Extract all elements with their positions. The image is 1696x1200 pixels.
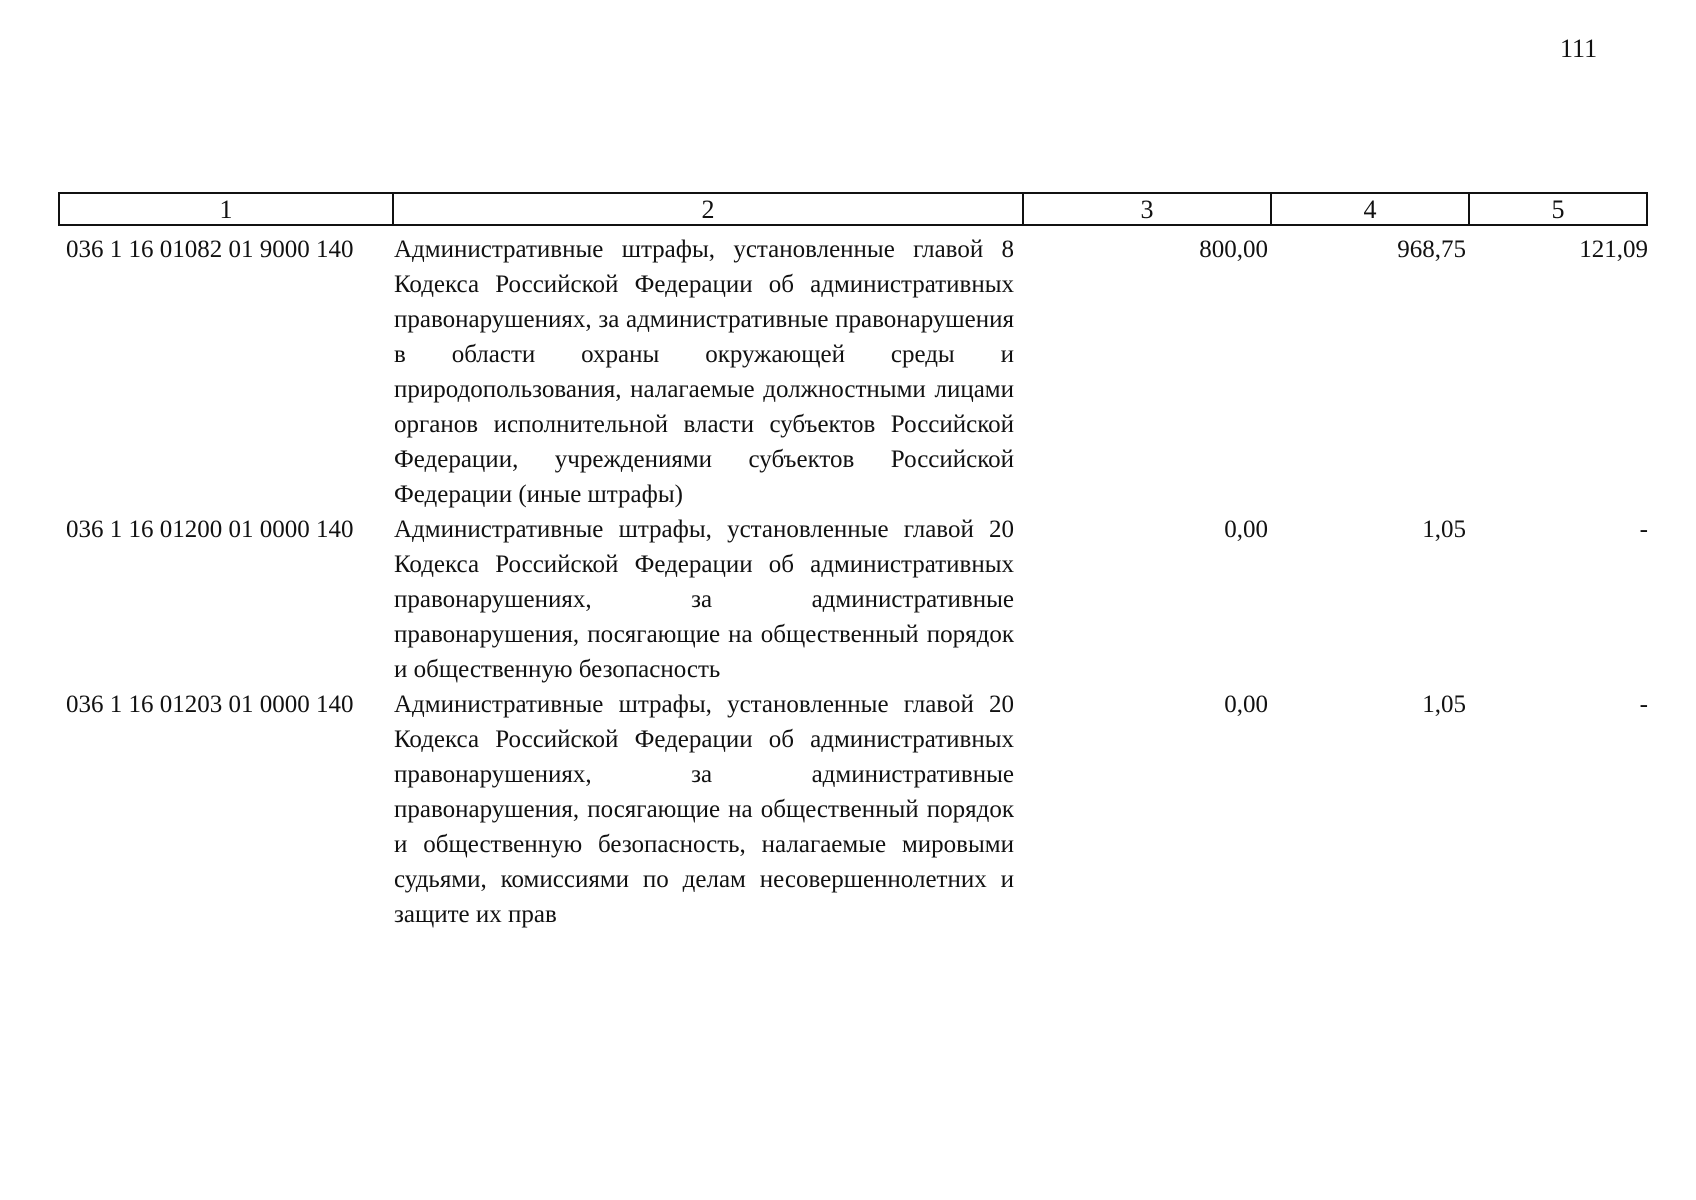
value-col-5: - — [1639, 516, 1648, 543]
value-col-4: 1,05 — [1422, 691, 1466, 718]
table-row — [58, 512, 1652, 687]
header-col-3: 3 — [1022, 192, 1272, 226]
revenue-description: Административные штрафы, установленные главой 8 Кодекса Российской Федерации об административных правонарушениях, за административные правонарушения в области охраны окружающей среды и природопользования, налагаемые должностными лицами органов исполнительной власти субъектов Российской Федерации, учреждениями субъектов Российской Федерации (иные штрафы) — [394, 236, 1014, 508]
page-number: 111 — [1560, 34, 1598, 63]
revenue-description: Административные штрафы, установленные главой 20 Кодекса Российской Федерации об административных правонарушениях, за административные правонарушения, посягающие на общественный порядок и общественную безопасность, налагаемые мировыми судьями, комиссиями по делам несовершеннолетних и защите их прав — [394, 691, 1014, 928]
header-col-5: 5 — [1468, 192, 1648, 226]
table-header — [58, 192, 1652, 228]
budget-code: 036 1 16 01200 01 0000 140 — [66, 516, 354, 543]
header-col-2: 2 — [392, 192, 1024, 226]
value-col-4: 1,05 — [1422, 516, 1466, 543]
table-row — [58, 232, 1652, 512]
value-col-3: 0,00 — [1224, 516, 1268, 543]
revenue-description: Административные штрафы, установленные главой 20 Кодекса Российской Федерации об административных правонарушениях, за административные правонарушения, посягающие на общественный порядок и общественную безопасность — [394, 516, 1014, 683]
header-col-4: 4 — [1270, 192, 1470, 226]
budget-code: 036 1 16 01082 01 9000 140 — [66, 236, 354, 263]
table-body — [58, 232, 1652, 932]
table-row — [58, 687, 1652, 932]
value-col-5: - — [1639, 691, 1648, 718]
value-col-4: 968,75 — [1397, 236, 1466, 263]
header-col-1: 1 — [58, 192, 394, 226]
value-col-3: 800,00 — [1199, 236, 1268, 263]
value-col-3: 0,00 — [1224, 691, 1268, 718]
budget-code: 036 1 16 01203 01 0000 140 — [66, 691, 354, 718]
value-col-5: 121,09 — [1579, 236, 1648, 263]
